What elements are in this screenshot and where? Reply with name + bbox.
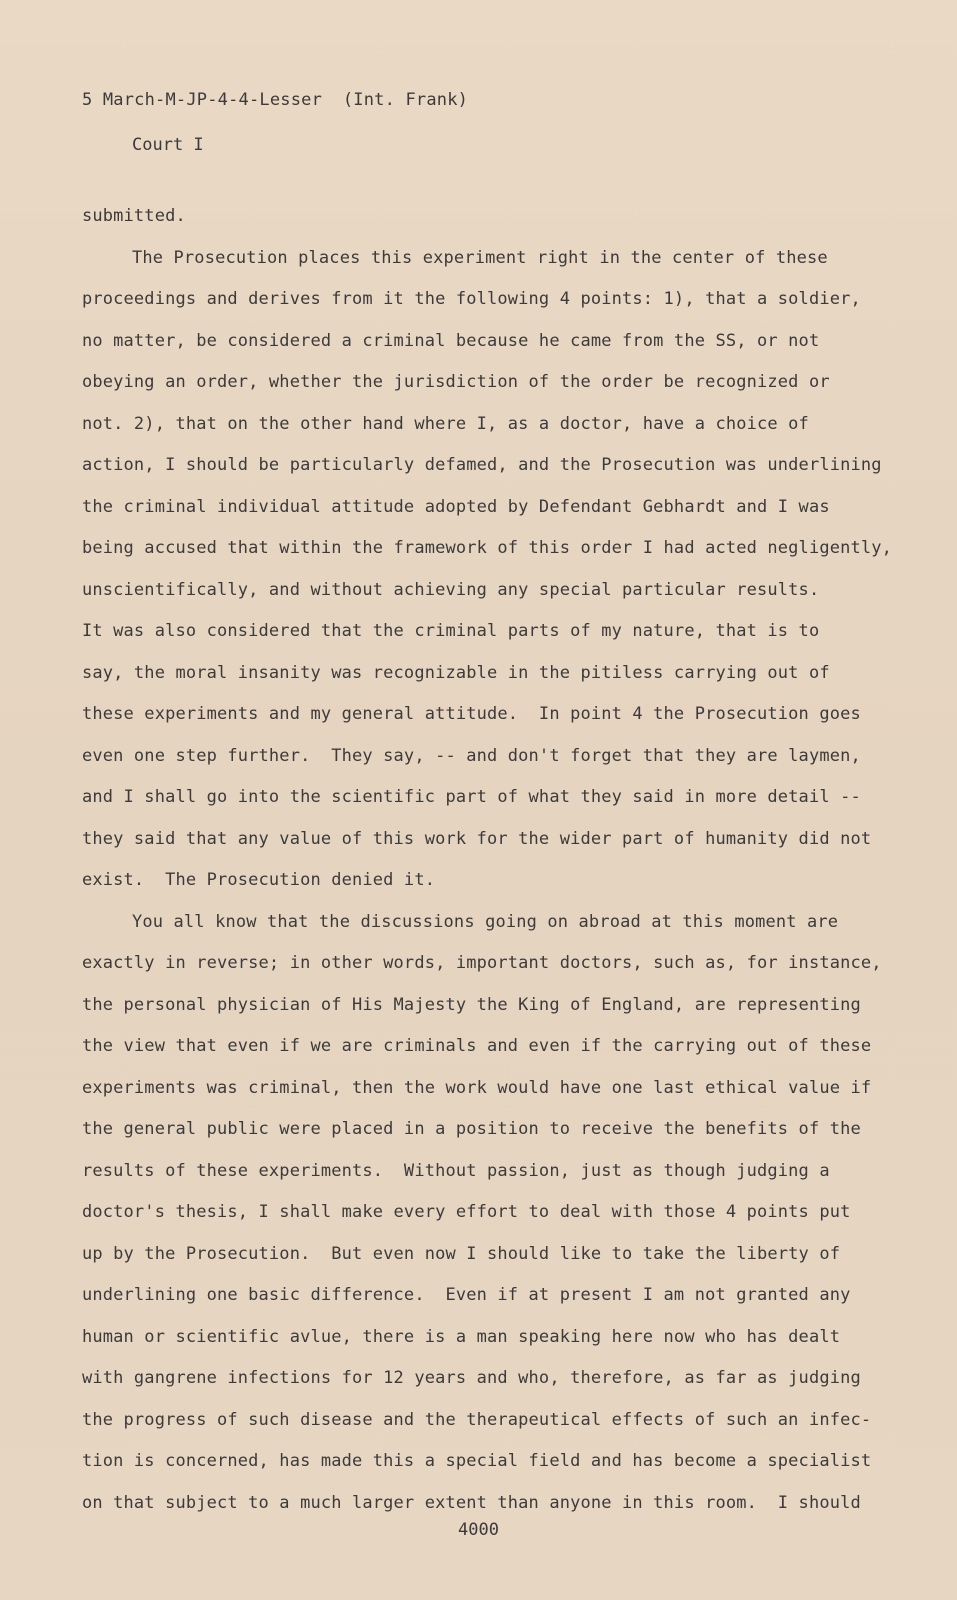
transcript-line: underlining one basic difference. Even if at present I am not granted any	[82, 1285, 851, 1305]
transcript-line: proceedings and derives from it the following 4 points: 1), that a soldier,	[82, 289, 861, 309]
transcript-line: You all know that the discussions going on abroad at this moment are	[132, 911, 839, 932]
transcript-line: say, the moral insanity was recognizable in the pitiless carrying out of	[82, 662, 830, 683]
transcript-line: these experiments and my general attitude. In point 4 the Prosecution goes	[82, 704, 861, 724]
transcript-line: on that subject to a much larger extent than anyone in this room. I should	[82, 1492, 861, 1513]
transcript-line: the view that even if we are criminals and even if the carrying out of these	[82, 1036, 872, 1056]
transcript-line: unscientifically, and without achieving any special particular results.	[82, 579, 820, 600]
court-label: Court I	[132, 135, 204, 155]
transcript-line: being accused that within the framework of this order I had acted negligently,	[82, 538, 893, 558]
transcript-line: exist. The Prosecution denied it.	[82, 870, 436, 890]
transcript-line: and I shall go into the scientific part of what they said in more detail --	[82, 787, 861, 807]
page-number: 4000	[458, 1520, 499, 1540]
transcript-line: the personal physician of His Majesty the King of England, are representing	[82, 994, 861, 1015]
transcript-line: they said that any value of this work for the wider part of humanity did not	[82, 828, 872, 849]
transcript-line: doctor's thesis, I shall make every effort to deal with those 4 points put	[82, 1202, 851, 1222]
transcript-line: not. 2), that on the other hand where I, as a doctor, have a choice of	[82, 413, 809, 434]
transcript-line: submitted.	[82, 206, 186, 226]
transcript-line: up by the Prosecution. But even now I should like to take the liberty of	[82, 1243, 841, 1264]
transcript-line: experiments was criminal, then the work would have one last ethical value if	[82, 1077, 872, 1098]
transcript-line: obeying an order, whether the jurisdiction of the order be recognized or	[82, 372, 830, 392]
transcript-line: the general public were placed in a position to receive the benefits of the	[82, 1119, 861, 1139]
transcript-line: with gangrene infections for 12 years and who, therefore, as far as judging	[82, 1368, 861, 1388]
transcript-line: exactly in reverse; in other words, important doctors, such as, for instance,	[82, 953, 882, 973]
transcript-line: It was also considered that the criminal parts of my nature, that is to	[82, 621, 820, 641]
transcript-line: results of these experiments. Without passion, just as though judging a	[82, 1160, 830, 1181]
transcript-line: no matter, be considered a criminal because he came from the SS, or not	[82, 330, 820, 351]
transcript-line: even one step further. They say, -- and don't forget that they are laymen,	[82, 745, 861, 766]
transcript-line: the progress of such disease and the therapeutical effects of such an infec-	[82, 1409, 872, 1430]
transcript-line: the criminal individual attitude adopted by Defendant Gebhardt and I was	[82, 496, 830, 517]
transcript-line: tion is concerned, has made this a special field and has become a specialist	[82, 1451, 872, 1471]
transcript-line: action, I should be particularly defamed, and the Prosecution was underlining	[82, 455, 882, 475]
transcript-line: human or scientific avlue, there is a man speaking here now who has dealt	[82, 1326, 841, 1347]
transcript-line: The Prosecution places this experiment right in the center of these	[132, 247, 828, 268]
transcript-body	[82, 196, 942, 1524]
document-reference: 5 March-M-JP-4-4-Lesser (Int. Frank)	[82, 90, 469, 110]
